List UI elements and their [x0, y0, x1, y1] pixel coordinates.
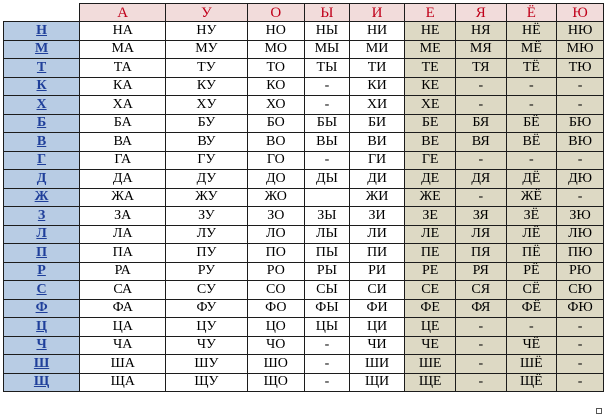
syllable-cell: ФИ	[349, 299, 405, 318]
consonant-label: П	[36, 244, 48, 260]
syllable-cell: РЯ	[455, 262, 506, 281]
syllable-cell: ПЮ	[557, 244, 604, 263]
table-row	[4, 22, 604, 41]
syllable-cell: ВУ	[166, 133, 247, 152]
vowel-header: О	[247, 4, 305, 22]
consonant-header	[4, 59, 80, 78]
syllable-cell: ЧУ	[166, 336, 247, 355]
syllable-cell: СЁ	[506, 281, 557, 300]
syllable-cell: ЖА	[80, 188, 166, 207]
syllable-cell: -	[557, 318, 604, 337]
syllable-cell: ЩИ	[349, 373, 405, 392]
syllable-cell: ХА	[80, 96, 166, 115]
syllable-cell: ША	[80, 355, 166, 374]
syllable-cell: РУ	[166, 262, 247, 281]
syllable-cell: ШЕ	[405, 355, 456, 374]
table-row	[4, 170, 604, 189]
vowel-header: Ы	[305, 4, 350, 22]
table-row	[4, 133, 604, 152]
syllable-cell: РО	[247, 262, 305, 281]
syllable-cell: СЯ	[455, 281, 506, 300]
consonant-label: Ц	[36, 318, 48, 334]
syllable-cell: ФО	[247, 299, 305, 318]
table-row	[4, 262, 604, 281]
syllable-cell	[305, 188, 350, 207]
syllable-cell: РЮ	[557, 262, 604, 281]
syllable-cell: ТЫ	[305, 59, 350, 78]
syllable-cell: ЖИ	[349, 188, 405, 207]
syllable-cell: ЛИ	[349, 225, 405, 244]
syllable-cell: ХЕ	[405, 96, 456, 115]
syllable-cell: ЛА	[80, 225, 166, 244]
consonant-label: Т	[36, 59, 47, 75]
consonant-label: Н	[36, 22, 48, 38]
syllable-cell: ЖЁ	[506, 188, 557, 207]
syllable-cell: БЕ	[405, 114, 456, 133]
syllable-cell: ПУ	[166, 244, 247, 263]
consonant-label: Ш	[33, 355, 50, 371]
table-row	[4, 281, 604, 300]
syllable-cell: ВЫ	[305, 133, 350, 152]
syllable-cell: РИ	[349, 262, 405, 281]
consonant-label: К	[36, 78, 47, 94]
syllable-cell: ЗЁ	[506, 207, 557, 226]
table-row	[4, 373, 604, 392]
consonant-header	[4, 373, 80, 392]
syllable-cell: БЁ	[506, 114, 557, 133]
consonant-label: С	[36, 281, 47, 297]
consonant-label: Б	[36, 115, 47, 131]
consonant-label: В	[36, 133, 47, 149]
syllable-cell: ДЯ	[455, 170, 506, 189]
consonant-label: Г	[37, 152, 47, 168]
syllable-cell: ФЫ	[305, 299, 350, 318]
syllable-cell: ЦИ	[349, 318, 405, 337]
syllable-cell: ЦУ	[166, 318, 247, 337]
syllable-cell: ЛЁ	[506, 225, 557, 244]
syllable-cell: КО	[247, 77, 305, 96]
syllable-cell: -	[455, 336, 506, 355]
syllable-cell: -	[455, 151, 506, 170]
consonant-header	[4, 133, 80, 152]
syllable-cell: ЗУ	[166, 207, 247, 226]
syllable-cell: ТУ	[166, 59, 247, 78]
syllable-cell: РА	[80, 262, 166, 281]
syllable-cell: ЖУ	[166, 188, 247, 207]
syllable-cell: -	[455, 77, 506, 96]
syllable-cell: ПИ	[349, 244, 405, 263]
syllable-cell: -	[506, 318, 557, 337]
consonant-label: М	[34, 41, 49, 57]
consonant-label: Ч	[36, 337, 47, 353]
syllable-cell: ГУ	[166, 151, 247, 170]
table-row	[4, 355, 604, 374]
syllable-cell: НО	[247, 22, 305, 41]
syllable-cell: ТО	[247, 59, 305, 78]
syllable-cell: ЩЁ	[506, 373, 557, 392]
syllable-cell: КИ	[349, 77, 405, 96]
syllable-cell: -	[455, 373, 506, 392]
syllable-cell: ТЁ	[506, 59, 557, 78]
syllable-cell: ГЕ	[405, 151, 456, 170]
syllable-cell: -	[455, 355, 506, 374]
syllable-cell: НЕ	[405, 22, 456, 41]
syllable-cell: КУ	[166, 77, 247, 96]
table-row	[4, 336, 604, 355]
syllable-cell: СЕ	[405, 281, 456, 300]
syllable-cell: НУ	[166, 22, 247, 41]
syllable-cell: ДЫ	[305, 170, 350, 189]
syllable-cell: ЩА	[80, 373, 166, 392]
syllable-cell: ЗЕ	[405, 207, 456, 226]
table-row	[4, 244, 604, 263]
consonant-header	[4, 114, 80, 133]
consonant-label: Д	[36, 170, 47, 186]
syllable-cell: ШИ	[349, 355, 405, 374]
syllable-cell: БЯ	[455, 114, 506, 133]
syllable-cell: ТЕ	[405, 59, 456, 78]
consonant-header	[4, 355, 80, 374]
consonant-label: Ф	[35, 300, 48, 316]
syllable-cell: -	[557, 373, 604, 392]
syllable-cell: БО	[247, 114, 305, 133]
syllable-cell: НИ	[349, 22, 405, 41]
table-row	[4, 225, 604, 244]
vowel-header: У	[166, 4, 247, 22]
table-row	[4, 188, 604, 207]
syllable-cell: ВЁ	[506, 133, 557, 152]
syllable-cell: ЗЮ	[557, 207, 604, 226]
consonant-header	[4, 170, 80, 189]
syllable-cell: ТЮ	[557, 59, 604, 78]
syllable-cell: ЧИ	[349, 336, 405, 355]
syllable-cell: ФА	[80, 299, 166, 318]
syllable-cell: БЫ	[305, 114, 350, 133]
syllable-cell: ЧА	[80, 336, 166, 355]
syllable-cell: МУ	[166, 40, 247, 59]
syllable-cell: ВИ	[349, 133, 405, 152]
table-row	[4, 96, 604, 115]
table-row	[4, 299, 604, 318]
syllable-cell: СО	[247, 281, 305, 300]
consonant-header	[4, 262, 80, 281]
resize-handle[interactable]	[596, 408, 602, 414]
syllable-cell: ГО	[247, 151, 305, 170]
syllable-cell: ЛЮ	[557, 225, 604, 244]
syllable-cell: ЛО	[247, 225, 305, 244]
syllable-cell: ЖО	[247, 188, 305, 207]
syllable-cell: ВЮ	[557, 133, 604, 152]
syllable-cell: -	[305, 77, 350, 96]
vowel-header: А	[80, 4, 166, 22]
syllable-cell: ВЯ	[455, 133, 506, 152]
syllable-cell: СЫ	[305, 281, 350, 300]
syllable-cell: ПЫ	[305, 244, 350, 263]
consonant-header	[4, 225, 80, 244]
syllable-cell: ТИ	[349, 59, 405, 78]
consonant-header	[4, 207, 80, 226]
syllable-cell: ШО	[247, 355, 305, 374]
consonant-header	[4, 96, 80, 115]
syllable-cell: ФЯ	[455, 299, 506, 318]
syllable-cell: МИ	[349, 40, 405, 59]
syllable-cell: ДЁ	[506, 170, 557, 189]
syllable-cell: ЗЫ	[305, 207, 350, 226]
syllable-cell: ЦЕ	[405, 318, 456, 337]
syllable-cell: ЛЕ	[405, 225, 456, 244]
syllable-cell: ЦА	[80, 318, 166, 337]
syllable-cell: ХО	[247, 96, 305, 115]
table-row	[4, 207, 604, 226]
syllable-cell: РЫ	[305, 262, 350, 281]
consonant-header	[4, 336, 80, 355]
consonant-header	[4, 281, 80, 300]
syllable-cell: ЦЫ	[305, 318, 350, 337]
syllable-cell: МЮ	[557, 40, 604, 59]
syllable-cell: ДИ	[349, 170, 405, 189]
syllable-cell: НЫ	[305, 22, 350, 41]
syllable-cell: ЩЕ	[405, 373, 456, 392]
syllable-cell: ЧО	[247, 336, 305, 355]
syllable-cell: -	[305, 355, 350, 374]
consonant-header	[4, 151, 80, 170]
table-row	[4, 151, 604, 170]
consonant-header	[4, 299, 80, 318]
syllable-cell: КА	[80, 77, 166, 96]
syllable-cell: ДУ	[166, 170, 247, 189]
syllable-cell: ЖЕ	[405, 188, 456, 207]
syllable-cell: ПО	[247, 244, 305, 263]
syllable-cell: ФЁ	[506, 299, 557, 318]
table-row	[4, 59, 604, 78]
syllable-cell: -	[557, 355, 604, 374]
syllable-cell: ТЯ	[455, 59, 506, 78]
syllable-cell: ЩО	[247, 373, 305, 392]
syllable-cell: -	[506, 77, 557, 96]
syllable-cell: БИ	[349, 114, 405, 133]
vowel-header: Я	[455, 4, 506, 22]
syllable-cell: ТА	[80, 59, 166, 78]
syllable-cell: ПА	[80, 244, 166, 263]
syllable-cell: -	[305, 151, 350, 170]
syllable-cell: ЛЫ	[305, 225, 350, 244]
syllable-cell: СЮ	[557, 281, 604, 300]
syllable-cell: -	[455, 318, 506, 337]
table-row	[4, 318, 604, 337]
consonant-label: Л	[36, 226, 47, 242]
syllable-cell: МЫ	[305, 40, 350, 59]
consonant-label: Ж	[34, 189, 49, 205]
syllable-cell: СА	[80, 281, 166, 300]
table-row	[4, 77, 604, 96]
vowel-header: Ю	[557, 4, 604, 22]
syllable-cell: ШЁ	[506, 355, 557, 374]
syllable-cell: ФУ	[166, 299, 247, 318]
syllable-cell: ЦО	[247, 318, 305, 337]
syllable-cell: ЗА	[80, 207, 166, 226]
syllable-cell: ЩУ	[166, 373, 247, 392]
syllable-cell: ФЕ	[405, 299, 456, 318]
syllable-cell: МЯ	[455, 40, 506, 59]
syllable-cell: СУ	[166, 281, 247, 300]
syllable-cell: -	[455, 188, 506, 207]
syllable-cell: -	[506, 96, 557, 115]
consonant-header	[4, 244, 80, 263]
syllable-cell: ВА	[80, 133, 166, 152]
syllable-cell: БУ	[166, 114, 247, 133]
consonant-header	[4, 22, 80, 41]
syllable-cell: -	[557, 77, 604, 96]
syllable-cell: ПЯ	[455, 244, 506, 263]
syllable-cell: ДЕ	[405, 170, 456, 189]
syllable-cell: ЗО	[247, 207, 305, 226]
consonant-header	[4, 188, 80, 207]
syllable-table	[3, 3, 604, 392]
syllable-cell: ГА	[80, 151, 166, 170]
syllable-cell: ДЮ	[557, 170, 604, 189]
syllable-cell: ЗЯ	[455, 207, 506, 226]
syllable-cell: ПЕ	[405, 244, 456, 263]
syllable-cell: МО	[247, 40, 305, 59]
syllable-cell: БА	[80, 114, 166, 133]
syllable-cell: ЛЯ	[455, 225, 506, 244]
syllable-cell: НЮ	[557, 22, 604, 41]
syllable-cell: ПЁ	[506, 244, 557, 263]
syllable-cell: СИ	[349, 281, 405, 300]
vowel-header: И	[349, 4, 405, 22]
consonant-header	[4, 318, 80, 337]
syllable-cell: РЁ	[506, 262, 557, 281]
syllable-cell: МЕ	[405, 40, 456, 59]
syllable-cell: ВО	[247, 133, 305, 152]
syllable-cell: ДА	[80, 170, 166, 189]
consonant-label: З	[37, 207, 46, 223]
consonant-label: Х	[36, 96, 47, 112]
syllable-cell: -	[305, 373, 350, 392]
syllable-cell: ЧЕ	[405, 336, 456, 355]
syllable-cell: -	[557, 151, 604, 170]
table-body	[4, 22, 604, 392]
syllable-cell: -	[557, 96, 604, 115]
syllable-cell: МЁ	[506, 40, 557, 59]
syllable-cell: НА	[80, 22, 166, 41]
syllable-cell: МА	[80, 40, 166, 59]
vowel-header: Ё	[506, 4, 557, 22]
syllable-cell: -	[305, 96, 350, 115]
syllable-cell: НЯ	[455, 22, 506, 41]
syllable-cell: ДО	[247, 170, 305, 189]
syllable-cell: -	[305, 336, 350, 355]
consonant-label: Щ	[33, 374, 50, 390]
syllable-cell: -	[455, 96, 506, 115]
syllable-cell: ХИ	[349, 96, 405, 115]
syllable-cell: ГИ	[349, 151, 405, 170]
syllable-cell: НЁ	[506, 22, 557, 41]
syllable-cell: КЕ	[405, 77, 456, 96]
table-row	[4, 114, 604, 133]
syllable-cell: -	[557, 336, 604, 355]
consonant-header	[4, 77, 80, 96]
header-row	[4, 4, 604, 22]
syllable-cell: ЛУ	[166, 225, 247, 244]
syllable-cell: БЮ	[557, 114, 604, 133]
syllable-cell: -	[506, 151, 557, 170]
syllable-cell: ХУ	[166, 96, 247, 115]
syllable-cell: ЧЁ	[506, 336, 557, 355]
syllable-cell: ЗИ	[349, 207, 405, 226]
syllable-cell: ФЮ	[557, 299, 604, 318]
consonant-header	[4, 40, 80, 59]
syllable-cell: ВЕ	[405, 133, 456, 152]
vowel-header: Е	[405, 4, 456, 22]
table-row	[4, 40, 604, 59]
syllable-cell: РЕ	[405, 262, 456, 281]
syllable-cell: ШУ	[166, 355, 247, 374]
syllable-cell: -	[557, 188, 604, 207]
consonant-label: Р	[37, 263, 46, 279]
corner-cell	[4, 4, 80, 22]
